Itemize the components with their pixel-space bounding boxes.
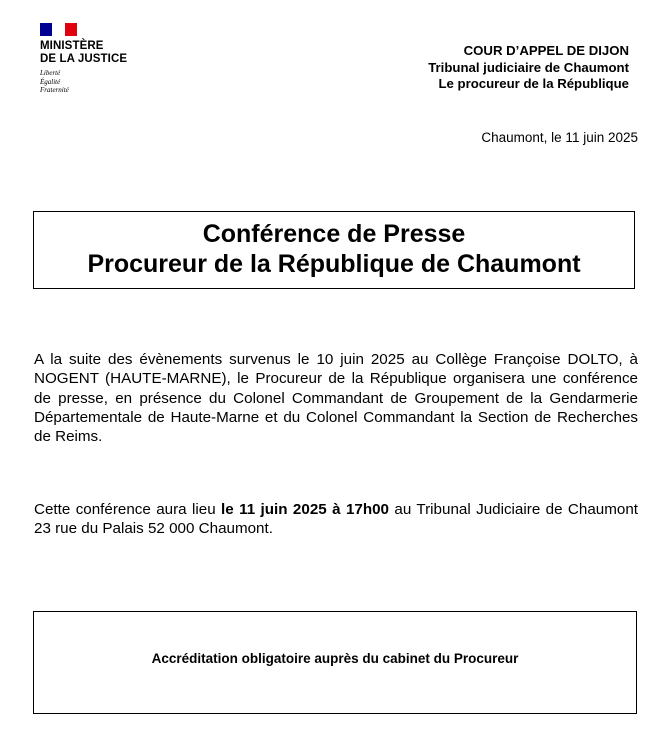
accreditation-box <box>33 611 637 714</box>
logo-line-justice: DE LA JUSTICE <box>40 53 128 65</box>
document-date: Chaumont, le 11 juin 2025 <box>481 130 638 145</box>
republic-motto <box>40 69 160 95</box>
body-paragraph-1: A la suite des évènements survenus le 10 juin 2025 au Collège Françoise DOLTO, à NOGENT (HAUTE-MARNE), le Procureur de la République organisera une conférence de presse, en présence du Colonel Commandant de Groupement de la Gendarmerie Départementale de Haute-Marne et du Colonel Commandant la Section de Recherches de Reims. <box>34 351 638 446</box>
prosecutor-title: Le procureur de la République <box>438 76 629 91</box>
paragraph-2-intro: Cette conférence aura lieu <box>34 501 222 518</box>
french-flag-icon <box>40 23 77 36</box>
event-datetime: le 11 juin 2025 à 17h00 <box>221 501 390 518</box>
logo-line-ministere: MINISTÈRE <box>40 40 104 52</box>
letterhead <box>428 43 629 93</box>
motto-fraternite: Fraternité <box>40 86 69 94</box>
title-box <box>33 211 635 289</box>
paragraph-2-location: au Tribunal Judiciaire de Chaumont 23 rue du Palais 52 000 Chaumont. <box>34 501 639 538</box>
tribunal-name: Tribunal judiciaire de Chaumont <box>428 59 629 75</box>
motto-egalite: Égalité <box>40 77 61 86</box>
body-paragraph-2 <box>34 500 638 539</box>
ministry-logo <box>40 23 160 95</box>
accreditation-notice: Accréditation obligatoire auprès du cabinet du Procureur <box>151 650 519 666</box>
flag-red-stripe <box>65 23 77 36</box>
flag-white-stripe <box>52 23 64 36</box>
flag-blue-stripe <box>40 23 52 36</box>
title-line-2: Procureur de la République de Chaumont <box>87 250 581 278</box>
court-name: COUR D’APPEL DE DIJON <box>463 43 629 58</box>
title-line-1: Conférence de Presse <box>202 220 466 248</box>
motto-liberte: Liberté <box>40 69 61 77</box>
